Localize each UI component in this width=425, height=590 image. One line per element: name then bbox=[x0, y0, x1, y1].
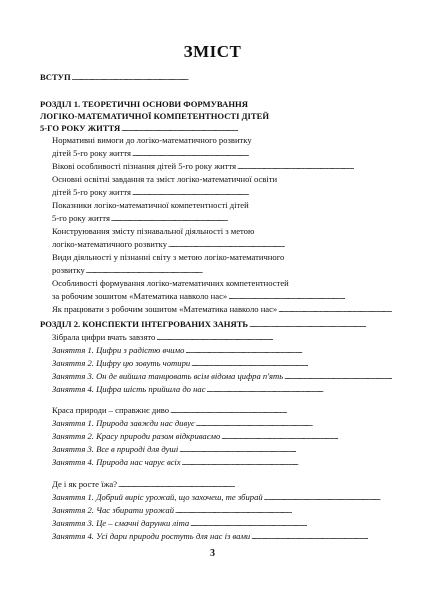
toc-entry-title: Заняття 3. Це – смачні дарунки літа bbox=[52, 518, 190, 528]
toc-entry-title: ВСТУП bbox=[40, 72, 71, 82]
toc-entry-title: Показники логіко-математичної компетентності дітей bbox=[52, 200, 249, 210]
toc-entry[interactable] bbox=[52, 199, 392, 213]
toc-entry[interactable] bbox=[52, 225, 392, 239]
dot-leader bbox=[278, 303, 392, 316]
toc-entry[interactable] bbox=[52, 134, 392, 148]
toc-entry-title: Заняття 3. Все в природі для душі bbox=[52, 444, 179, 454]
toc-entry[interactable] bbox=[52, 517, 392, 531]
toc-entry[interactable] bbox=[52, 417, 392, 431]
toc-entry[interactable] bbox=[52, 404, 392, 418]
toc-entry-title: ЛОГІКО-МАТЕМАТИЧНОЇ КОМПЕТЕНТНОСТІ ДІТЕЙ bbox=[40, 111, 270, 121]
dot-leader bbox=[175, 504, 392, 517]
dot-leader bbox=[196, 417, 392, 430]
toc-entry[interactable] bbox=[52, 370, 392, 384]
dot-leader bbox=[221, 430, 392, 443]
toc-entry[interactable] bbox=[52, 160, 392, 174]
toc-entry-title: РОЗДІЛ 1. ТЕОРЕТИЧНІ ОСНОВИ ФОРМУВАННЯ bbox=[40, 99, 248, 109]
toc-entry[interactable] bbox=[52, 212, 392, 226]
dot-leader bbox=[179, 443, 392, 456]
dot-leader bbox=[191, 357, 392, 370]
dot-leader bbox=[111, 212, 392, 225]
toc-entry-title: Як працювати з робочим зошитом «Математика навколо нас» bbox=[52, 304, 278, 314]
dot-leader bbox=[228, 290, 392, 303]
toc-entry-title: розвитку bbox=[52, 265, 85, 275]
toc-entry[interactable] bbox=[52, 357, 392, 371]
toc-entry[interactable] bbox=[52, 290, 392, 304]
toc-entry-title: 5-ГО РОКУ ЖИТТЯ bbox=[40, 123, 121, 133]
toc-entry[interactable] bbox=[52, 491, 392, 505]
dot-leader bbox=[185, 344, 392, 357]
toc-entry-title: дітей 5-го року життя bbox=[52, 148, 131, 158]
toc-entry-title: РОЗДІЛ 2. КОНСПЕКТИ ІНТЕГРОВАНИХ ЗАНЯТЬ bbox=[40, 319, 249, 329]
toc-entry[interactable] bbox=[52, 331, 392, 345]
page-title: ЗМІСТ bbox=[183, 42, 242, 61]
toc-entry-title: Вікові особливості пізнання дітей 5-го року життя bbox=[52, 161, 237, 171]
dot-leader bbox=[72, 71, 392, 84]
toc-entry[interactable] bbox=[52, 147, 392, 161]
dot-leader bbox=[118, 478, 392, 491]
toc-entry-title: Заняття 4. Усі дари природи ростуть для нас із вами bbox=[52, 531, 251, 541]
toc-entry[interactable] bbox=[52, 504, 392, 518]
dot-leader bbox=[249, 318, 392, 331]
dot-leader bbox=[251, 530, 392, 543]
toc-entry-title: дітей 5-го року життя bbox=[52, 187, 131, 197]
toc-entry[interactable] bbox=[40, 318, 392, 332]
toc-entry[interactable] bbox=[52, 238, 392, 252]
toc-entry-title: Заняття 2. Красу природи разом відкриваємо bbox=[52, 431, 221, 441]
dot-leader bbox=[237, 160, 392, 173]
toc-entry[interactable] bbox=[52, 443, 392, 457]
dot-leader bbox=[182, 456, 392, 469]
toc-entry-title: Де і як росте їжа? bbox=[52, 479, 118, 489]
toc-entry[interactable] bbox=[52, 344, 392, 358]
toc-entry[interactable] bbox=[52, 383, 392, 397]
toc-entry-title: Заняття 1. Цифри з радістю вчимо bbox=[52, 345, 185, 355]
toc-entry-title: Заняття 3. Он де вийшла танцювать всім відома цифра п'ять bbox=[52, 371, 284, 381]
toc-entry-title: Заняття 2. Цифру цю зовуть чотири bbox=[52, 358, 191, 368]
dot-leader bbox=[190, 517, 392, 530]
toc-entry[interactable] bbox=[52, 277, 392, 291]
toc-entry[interactable] bbox=[52, 430, 392, 444]
toc-entry-title: Конструювання змісту пізнавальної діяльності з метою bbox=[52, 226, 255, 236]
page-number: 3 bbox=[210, 548, 215, 559]
dot-leader bbox=[284, 370, 392, 383]
toc-entry[interactable] bbox=[52, 264, 392, 278]
toc-entry-title: Заняття 4. Природа нас чарує всіх bbox=[52, 457, 181, 467]
toc-entry-title: Зібрала цифри вчать завзято bbox=[52, 332, 156, 342]
toc-entry[interactable] bbox=[52, 456, 392, 470]
dot-leader bbox=[156, 331, 392, 344]
toc-entry-title: логіко-математичного розвитку bbox=[52, 239, 167, 249]
toc-entry-title: Види діяльності у пізнанні світу з метою логіко-математичного bbox=[52, 252, 285, 262]
dot-leader bbox=[170, 404, 392, 417]
toc-entry-title: Заняття 2. Час збирати урожай bbox=[52, 505, 175, 515]
dot-leader bbox=[86, 264, 392, 277]
toc-entry[interactable] bbox=[52, 530, 392, 544]
dot-leader bbox=[168, 238, 392, 251]
dot-leader bbox=[264, 491, 392, 504]
toc-entry-title: Заняття 1. Добрий виріс урожай, що захочеш, те збирай bbox=[52, 492, 263, 502]
toc-entry-title: 5-го року життя bbox=[52, 213, 110, 223]
toc-entry[interactable] bbox=[40, 71, 392, 85]
toc-entry-title: Заняття 1. Природа завжди нас дивує bbox=[52, 418, 195, 428]
toc-entry-title: Основні освітні завдання та зміст логіко-математичної освіти bbox=[52, 174, 278, 184]
dot-leader bbox=[207, 383, 392, 396]
toc-entry[interactable] bbox=[52, 303, 392, 317]
toc-entry-title: Нормативні вимоги до логіко-математичного розвитку bbox=[52, 135, 252, 145]
dot-leader bbox=[132, 186, 392, 199]
toc-entry[interactable] bbox=[52, 478, 392, 492]
toc-entry-title: Заняття 4. Цифра шість прийшла до нас bbox=[52, 384, 206, 394]
toc-entry-title: Особливості формування логіко-математичних компетентностей bbox=[52, 278, 289, 288]
dot-leader bbox=[132, 147, 392, 160]
toc-entry-title: Краса природи – справжнє диво bbox=[52, 405, 170, 415]
toc-entry-title: за робочим зошитом «Математика навколо нас» bbox=[52, 291, 228, 301]
toc-entry[interactable] bbox=[52, 186, 392, 200]
toc-entry[interactable] bbox=[52, 251, 392, 265]
toc-entry[interactable] bbox=[52, 173, 392, 187]
